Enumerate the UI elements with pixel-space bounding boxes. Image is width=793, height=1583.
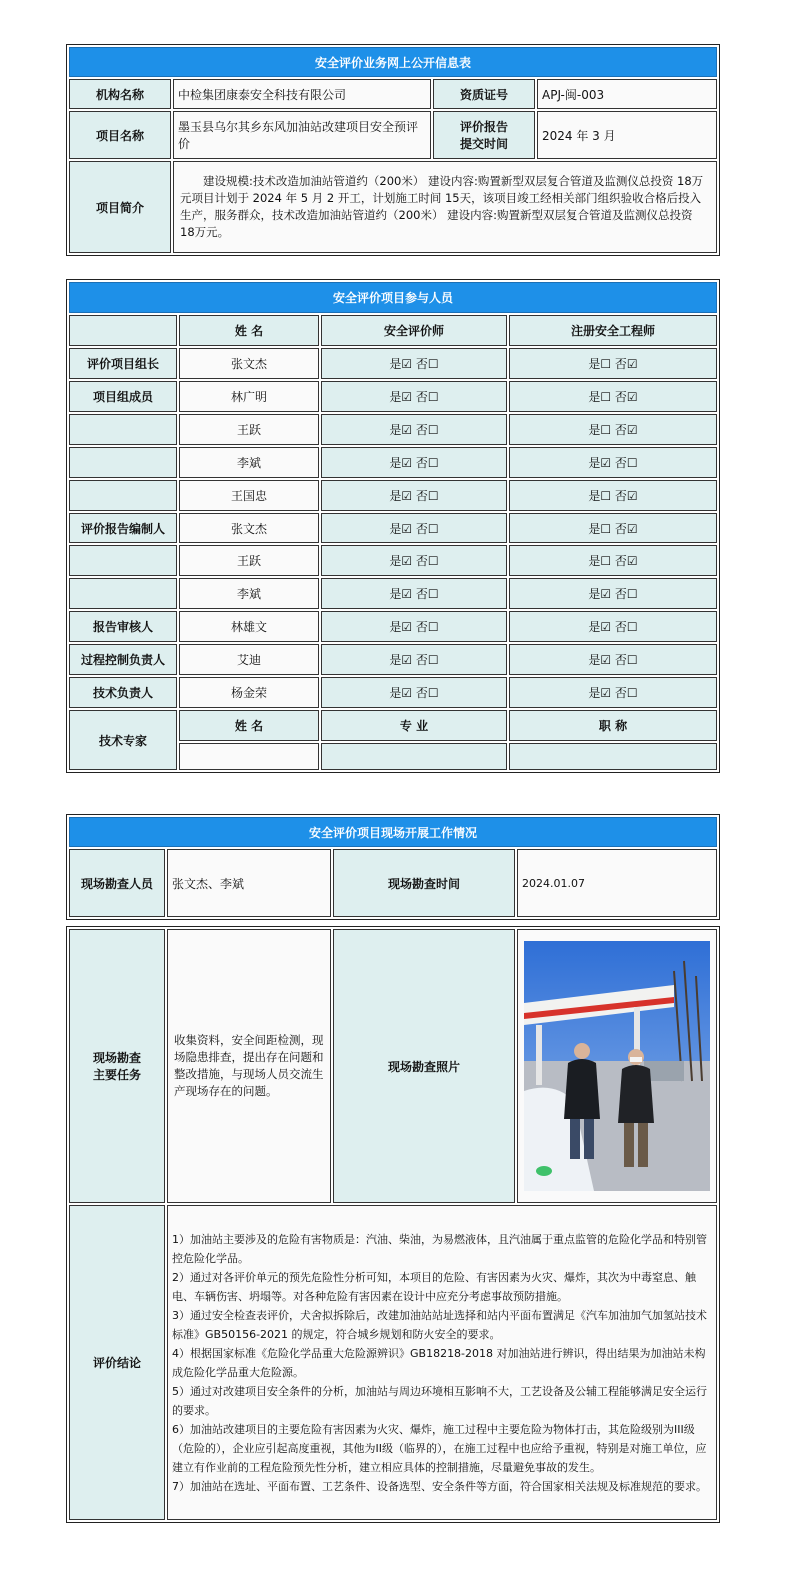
participant-engineer-check: 是☑ 否☐ xyxy=(509,447,717,478)
survey-people-value: 张文杰、李斌 xyxy=(167,849,331,917)
participant-name: 林广明 xyxy=(179,381,319,412)
conclusion-item: 7）加油站在选址、平面布置、工艺条件、设备选型、安全条件等方面，符合国家相关法规及标准规范的要求。 xyxy=(172,1479,707,1493)
participant-evaluator-check: 是☑ 否☐ xyxy=(321,447,507,478)
intro-value xyxy=(173,161,717,253)
participant-role xyxy=(69,414,177,445)
participant-evaluator-check: 是☑ 否☐ xyxy=(321,381,507,412)
org-name-label: 机构名称 xyxy=(69,79,171,109)
participant-evaluator-check: 是☑ 否☐ xyxy=(321,611,507,642)
participant-row xyxy=(69,611,717,642)
expert-col-name: 姓 名 xyxy=(179,710,319,741)
expert-label: 技术专家 xyxy=(69,710,177,770)
participant-engineer-check: 是☑ 否☐ xyxy=(509,611,717,642)
participant-engineer-check: 是☑ 否☐ xyxy=(509,677,717,708)
expert-col-major: 专 业 xyxy=(321,710,507,741)
participant-evaluator-check: 是☑ 否☐ xyxy=(321,513,507,544)
participant-name: 艾迪 xyxy=(179,644,319,675)
project-name-value: 墨玉县乌尔其乡东风加油站改建项目安全预评价 xyxy=(173,111,431,159)
field-work-table xyxy=(66,814,720,920)
participant-row xyxy=(69,677,717,708)
expert-name-cell xyxy=(179,743,319,770)
participant-evaluator-check: 是☑ 否☐ xyxy=(321,677,507,708)
cert-label: 资质证号 xyxy=(433,79,535,109)
task-value: 收集资料，安全间距检测，现场隐患排查，提出存在问题和整改措施，与现场人员交流生产现场存在的问题。 xyxy=(167,929,331,1203)
public-info-title: 安全评价业务网上公开信息表 xyxy=(69,47,717,77)
participant-engineer-check: 是☐ 否☑ xyxy=(509,480,717,511)
col-name-header: 姓 名 xyxy=(179,315,319,346)
org-name-value: 中检集团康泰安全科技有限公司 xyxy=(173,79,431,109)
conclusion-item: 1）加油站主要涉及的危险有害物质是：汽油、柴油，为易燃液体，且汽油属于重点监管的危险化学品和特别管控危险化学品。 xyxy=(172,1232,707,1265)
participant-name: 杨金荣 xyxy=(179,677,319,708)
intro-text: 建设规模:技术改造加油站管道约（200米） 建设内容:购置新型双层复合管道及监测仪总投资 18万元项目计划于 2024 年 5 月 2 开工，计划施工时间 15天，该项目竣工经相关部门组织验收合格后投入生产，服务群众，技术改造加油站管道约（200米） 建设内容:购置新型双层复合管道及监测仪总投资 18万元。 xyxy=(180,174,704,239)
report-time-label xyxy=(433,111,535,159)
intro-label: 项目简介 xyxy=(69,161,171,253)
participant-name: 林雄文 xyxy=(179,611,319,642)
expert-col-title: 职 称 xyxy=(509,710,717,741)
task-label xyxy=(69,929,165,1203)
expert-major-cell xyxy=(321,743,507,770)
conclusion-item: 5）通过对改建项目安全条件的分析，加油站与周边环境相互影响不大，工艺设备及公辅工程能够满足安全运行的要求。 xyxy=(172,1384,707,1417)
participant-row xyxy=(69,447,717,478)
photo-cell xyxy=(517,929,717,1203)
participant-evaluator-check: 是☑ 否☐ xyxy=(321,414,507,445)
conclusion-list xyxy=(167,1205,717,1520)
conclusion-item: 6）加油站改建项目的主要危险有害因素为火灾、爆炸，施工过程中主要危险为物体打击，其危险级别为III级（危险的），企业应引起高度重视，其他为II级（临界的），在施工过程中也应给予重视，特别是对施工单位，应建立有作业前的工程危险预先性分析，建立相应具体的控制措施，尽量避免事故的发生。 xyxy=(172,1422,707,1474)
public-info-table xyxy=(66,44,720,256)
participants-title: 安全评价项目参与人员 xyxy=(69,282,717,313)
participant-row xyxy=(69,578,717,609)
participant-engineer-check: 是☐ 否☑ xyxy=(509,381,717,412)
report-time-label-line2: 提交时间 xyxy=(459,137,508,151)
col-engineer-header: 注册安全工程师 xyxy=(509,315,717,346)
field-tasks-table xyxy=(66,926,720,1523)
participant-role: 技术负责人 xyxy=(69,677,177,708)
participant-role: 项目组成员 xyxy=(69,381,177,412)
participant-name: 王跃 xyxy=(179,414,319,445)
participant-evaluator-check: 是☑ 否☐ xyxy=(321,348,507,379)
report-time-value: 2024 年 3 月 xyxy=(537,111,717,159)
conclusion-label: 评价结论 xyxy=(69,1205,165,1520)
participant-row xyxy=(69,545,717,576)
participant-evaluator-check: 是☑ 否☐ xyxy=(321,578,507,609)
participant-name: 李斌 xyxy=(179,578,319,609)
participant-name: 王国忠 xyxy=(179,480,319,511)
participant-engineer-check: 是☐ 否☑ xyxy=(509,348,717,379)
field-work-title: 安全评价项目现场开展工作情况 xyxy=(69,817,717,847)
participant-name: 王跃 xyxy=(179,545,319,576)
participant-role xyxy=(69,447,177,478)
participant-row xyxy=(69,414,717,445)
survey-time-value: 2024.01.07 xyxy=(517,849,717,917)
conclusion-item: 4）根据国家标准《危险化学品重大危险源辨识》GB18218-2018 对加油站进行辨识，得出结果为加油站未构成危险化学品重大危险源。 xyxy=(172,1346,706,1379)
participant-row xyxy=(69,381,717,412)
participant-evaluator-check: 是☑ 否☐ xyxy=(321,480,507,511)
col-evaluator-header: 安全评价师 xyxy=(321,315,507,346)
participant-row xyxy=(69,513,717,544)
project-name-label: 项目名称 xyxy=(69,111,171,159)
photo-label: 现场勘查照片 xyxy=(333,929,515,1203)
participant-role xyxy=(69,545,177,576)
participant-name: 张文杰 xyxy=(179,513,319,544)
survey-time-label: 现场勘查时间 xyxy=(333,849,515,917)
report-time-label-line1: 评价报告 xyxy=(459,120,508,134)
participant-engineer-check: 是☐ 否☑ xyxy=(509,414,717,445)
participant-role: 报告审核人 xyxy=(69,611,177,642)
participant-row xyxy=(69,348,717,379)
site-survey-photo xyxy=(524,941,710,1191)
participant-row xyxy=(69,644,717,675)
participant-engineer-check: 是☐ 否☑ xyxy=(509,513,717,544)
expert-title-cell xyxy=(509,743,717,770)
conclusion-item: 2）通过对各评价单元的预先危险性分析可知，本项目的危险、有害因素为火灾、爆炸，其次为中毒窒息、触电、车辆伤害、坍塌等。对各种危险有害因素在设计中应充分考虑事故预防措施。 xyxy=(172,1270,696,1303)
participant-role xyxy=(69,480,177,511)
task-label-line1: 现场勘查 xyxy=(92,1051,141,1065)
participant-name: 张文杰 xyxy=(179,348,319,379)
participants-corner xyxy=(69,315,177,346)
cert-value: APJ-闽-003 xyxy=(537,79,717,109)
participant-engineer-check: 是☑ 否☐ xyxy=(509,578,717,609)
survey-people-label: 现场勘查人员 xyxy=(69,849,165,917)
conclusion-item: 3）通过安全检查表评价，犬舍拟拆除后，改建加油站站址选择和站内平面布置满足《汽车加油加气加氢站技术标准》GB50156-2021 的规定，符合城乡规划和防火安全的要求。 xyxy=(172,1308,707,1341)
participant-evaluator-check: 是☑ 否☐ xyxy=(321,545,507,576)
participant-role xyxy=(69,578,177,609)
participant-evaluator-check: 是☑ 否☐ xyxy=(321,644,507,675)
participant-engineer-check: 是☑ 否☐ xyxy=(509,644,717,675)
participant-row xyxy=(69,480,717,511)
participants-table xyxy=(66,279,720,773)
participant-role: 过程控制负责人 xyxy=(69,644,177,675)
task-label-line2: 主要任务 xyxy=(92,1068,141,1082)
participant-name: 李斌 xyxy=(179,447,319,478)
participant-role: 评价项目组长 xyxy=(69,348,177,379)
participant-role: 评价报告编制人 xyxy=(69,513,177,544)
participant-engineer-check: 是☐ 否☑ xyxy=(509,545,717,576)
